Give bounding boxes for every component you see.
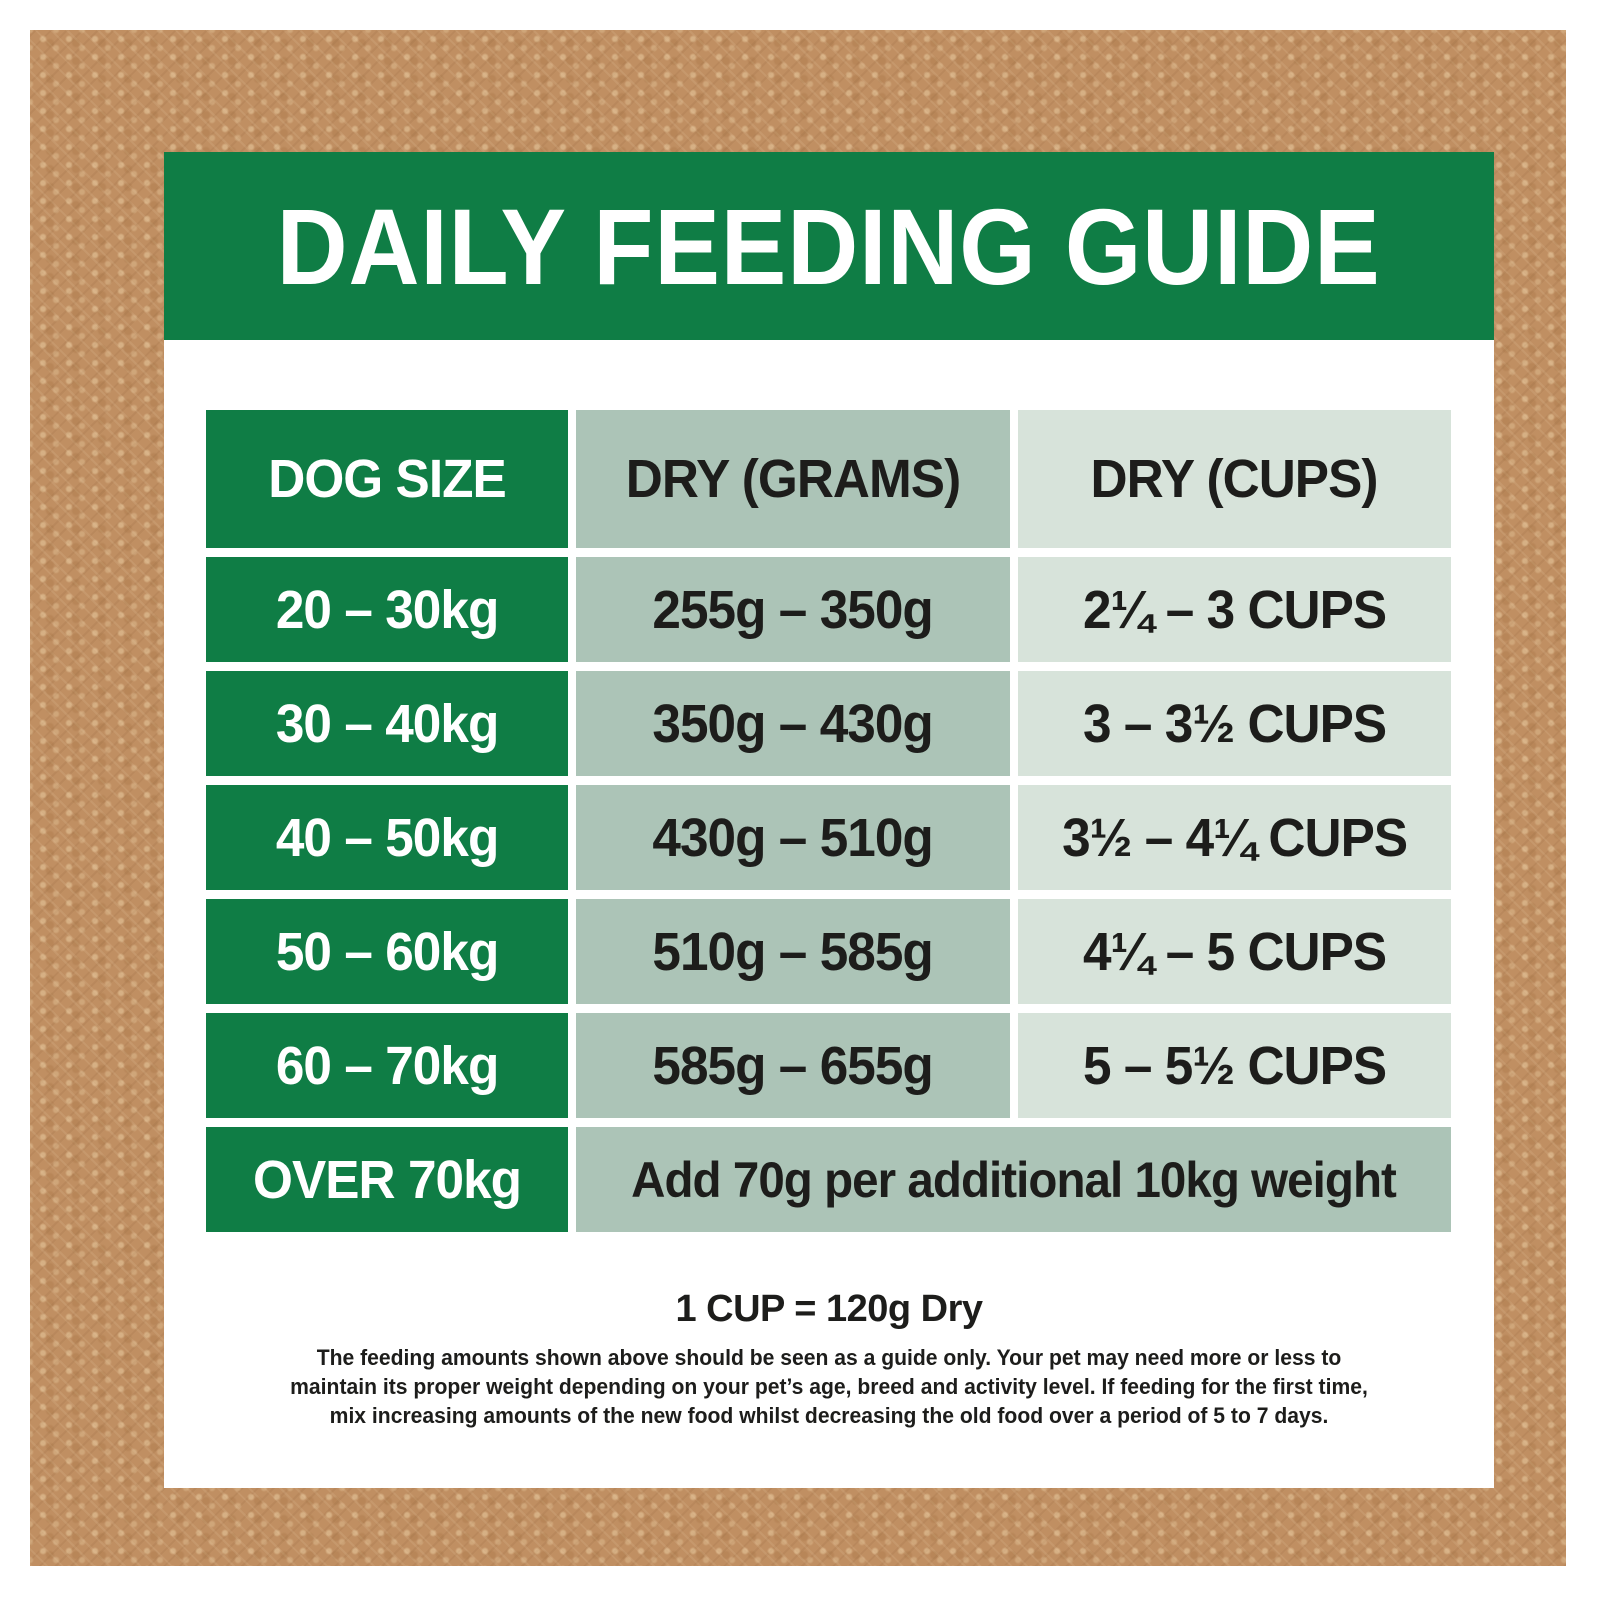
disclaimer-line: maintain its proper weight depending on your pet’s age, breed and activity level. If feeding for the first time, bbox=[290, 1374, 1368, 1399]
header-dry-cups bbox=[1018, 410, 1451, 548]
guide-title-banner bbox=[164, 152, 1494, 340]
row-size-label: 20 – 30kg bbox=[275, 579, 499, 640]
feeding-guide-panel bbox=[164, 152, 1494, 1488]
row-size-label: 40 – 50kg bbox=[275, 807, 499, 868]
row-size-cell bbox=[206, 899, 568, 1004]
row-cups-cell bbox=[1018, 785, 1451, 890]
row-grams-cell bbox=[576, 557, 1010, 662]
row-grams-label: 255g – 350g bbox=[652, 579, 934, 640]
disclaimer-line: The feeding amounts shown above should be seen as a guide only. Your pet may need more or less to bbox=[316, 1345, 1342, 1370]
over-row-note-cell bbox=[576, 1127, 1451, 1232]
kraft-bag-background bbox=[30, 30, 1566, 1566]
row-size-cell bbox=[206, 1013, 568, 1118]
row-grams-cell bbox=[576, 1013, 1010, 1118]
row-size-label: 60 – 70kg bbox=[275, 1035, 499, 1096]
header-dry-cups-label: DRY (CUPS) bbox=[1091, 449, 1378, 509]
row-cups-label: 3½ – 4¼ CUPS bbox=[1061, 807, 1408, 868]
row-size-cell bbox=[206, 557, 568, 662]
row-cups-cell bbox=[1018, 671, 1451, 776]
row-cups-cell bbox=[1018, 1013, 1451, 1118]
row-cups-label: 3 – 3½ CUPS bbox=[1082, 693, 1387, 754]
disclaimer-line: mix increasing amounts of the new food whilst decreasing the old food over a period of 5 to 7 days. bbox=[329, 1403, 1329, 1428]
row-size-cell bbox=[206, 671, 568, 776]
row-grams-label: 585g – 655g bbox=[652, 1035, 934, 1096]
row-cups-label: 4¼ – 5 CUPS bbox=[1082, 921, 1387, 982]
row-grams-label: 510g – 585g bbox=[652, 921, 934, 982]
row-cups-label: 5 – 5½ CUPS bbox=[1082, 1035, 1387, 1096]
over-row-note-label: Add 70g per additional 10kg weight bbox=[631, 1151, 1396, 1208]
row-grams-label: 430g – 510g bbox=[652, 807, 934, 868]
row-cups-label: 2¼ – 3 CUPS bbox=[1082, 579, 1387, 640]
row-grams-cell bbox=[576, 899, 1010, 1004]
guide-title: DAILY FEEDING GUIDE bbox=[276, 185, 1382, 307]
row-grams-cell bbox=[576, 785, 1010, 890]
feeding-table bbox=[206, 410, 1452, 1232]
row-size-label: 30 – 40kg bbox=[275, 693, 499, 754]
row-size-label: 50 – 60kg bbox=[275, 921, 499, 982]
over-row-size-cell bbox=[206, 1127, 568, 1232]
row-cups-cell bbox=[1018, 557, 1451, 662]
feeding-disclaimer bbox=[191, 1343, 1468, 1430]
header-dry-grams bbox=[576, 410, 1010, 548]
header-dry-grams-label: DRY (GRAMS) bbox=[625, 449, 961, 509]
row-grams-label: 350g – 430g bbox=[652, 693, 934, 754]
row-size-cell bbox=[206, 785, 568, 890]
over-row-size-label: OVER 70kg bbox=[252, 1149, 522, 1210]
row-grams-cell bbox=[576, 671, 1010, 776]
header-dog-size-label: DOG SIZE bbox=[268, 449, 506, 509]
cup-equivalence-note: 1 CUP = 120g Dry bbox=[675, 1288, 983, 1330]
row-cups-cell bbox=[1018, 899, 1451, 1004]
header-dog-size bbox=[206, 410, 568, 548]
